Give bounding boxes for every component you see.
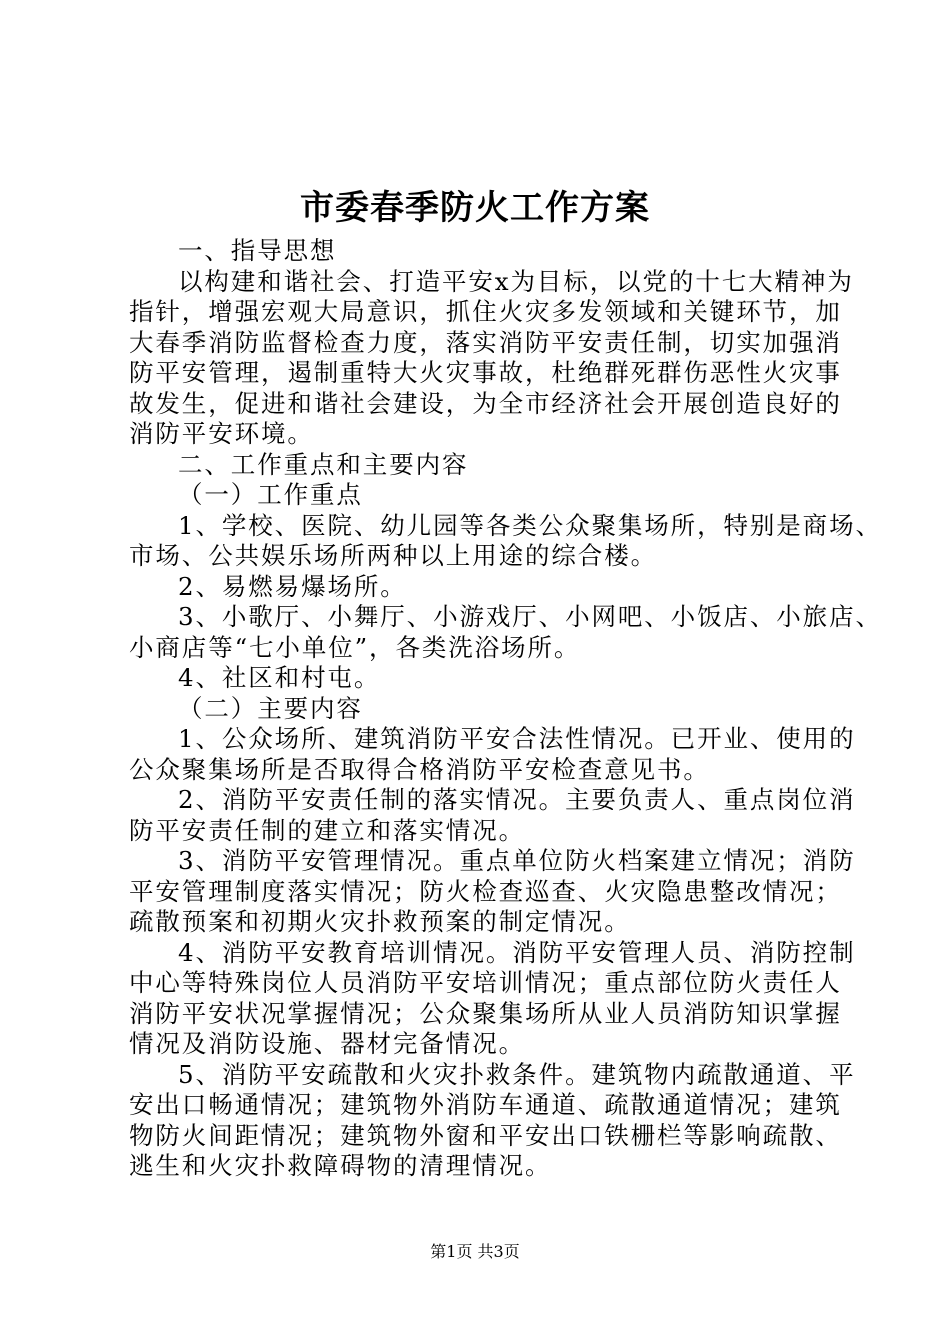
body-line: 平安管理制度落实情况；防火检查巡查、火灾隐患整改情况；	[129, 876, 842, 906]
body-line: 4、消防平安教育培训情况。消防平安管理人员、消防控制	[178, 937, 856, 967]
body-line: （一）工作重点	[178, 480, 363, 509]
body-line: 2、易燃易爆场所。	[178, 571, 407, 601]
body-line: 1、公众场所、建筑消防平安合法性情况。已开业、使用的	[178, 724, 856, 753]
body-line: 防平安责任制的建立和落实情况。	[129, 815, 525, 845]
body-line: 安出口畅通情况；建筑物外消防车通道、疏散通道情况；建筑	[129, 1090, 842, 1119]
body-line: 大春季消防监督检查力度，落实消防平安责任制，切实加强消	[129, 327, 842, 357]
body-line: 中心等特殊岗位人员消防平安培训情况；重点部位防火责任人	[129, 968, 842, 997]
body-line: 3、消防平安管理情况。重点单位防火档案建立情况；消防	[178, 846, 856, 875]
document-body	[129, 236, 882, 1182]
body-line: 3、小歌厅、小舞厅、小游戏厅、小网吧、小饭店、小旅店、	[178, 602, 882, 631]
body-line: 物防火间距情况；建筑物外窗和平安出口铁栅栏等影响疏散、	[129, 1120, 842, 1150]
body-line: 4、社区和村屯。	[178, 663, 381, 692]
body-line: 防平安管理，遏制重特大火灾事故，杜绝群死群伤恶性火灾事	[129, 358, 842, 387]
body-line: 二、工作重点和主要内容	[178, 449, 469, 479]
body-line: 故发生，促进和谐社会建设，为全市经济社会开展创造良好的	[129, 388, 842, 418]
body-line: 2、消防平安责任制的落实情况。主要负责人、重点岗位消	[178, 785, 856, 814]
body-line: 一、指导思想	[178, 236, 337, 265]
body-line: 情况及消防设施、器材完备情况。	[129, 1029, 525, 1058]
body-line: 指针，增强宏观大局意识，抓住火灾多发领域和关键环节，加	[129, 297, 842, 326]
document-title: 市委春季防火工作方案	[300, 188, 650, 228]
body-line: （二）主要内容	[178, 693, 363, 723]
body-line: 疏散预案和初期火灾扑救预案的制定情况。	[129, 907, 631, 936]
body-line: 市场、公共娱乐场所两种以上用途的综合楼。	[129, 541, 657, 570]
body-line: 消防平安状况掌握情况；公众聚集场所从业人员消防知识掌握	[129, 998, 842, 1028]
body-line: 小商店等“七小单位”，各类洗浴场所。	[129, 632, 581, 662]
body-line: 5、消防平安疏散和火灾扑救条件。建筑物内疏散通道、平	[178, 1059, 856, 1089]
body-line: 1、学校、医院、幼儿园等各类公众聚集场所，特别是商场、	[178, 510, 882, 540]
page-footer: 第1页 共3页	[430, 1242, 520, 1261]
body-line: 公众聚集场所是否取得合格消防平安检查意见书。	[129, 754, 710, 784]
body-line: 以构建和谐社会、打造平安x为目标，以党的十七大精神为	[178, 266, 854, 296]
body-line: 逃生和火灾扑救障碍物的清理情况。	[129, 1151, 552, 1180]
body-line: 消防平安环境。	[129, 419, 314, 448]
